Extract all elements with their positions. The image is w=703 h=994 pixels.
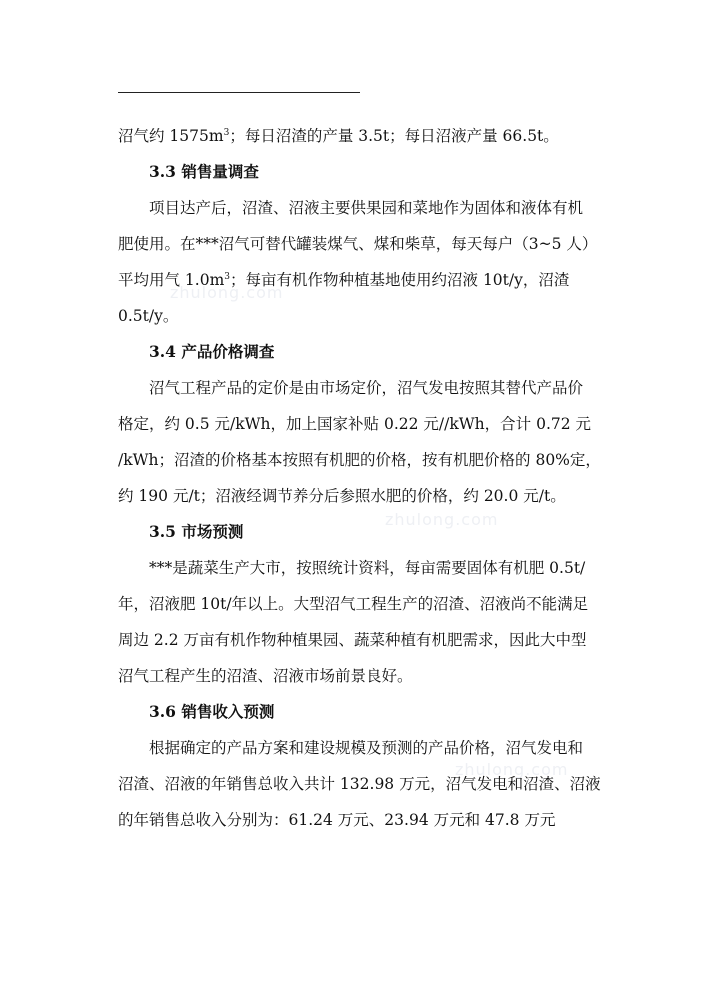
paragraph-line: 沼渣、沼液的年销售总收入共计 132.98 万元，沼气发电和沼渣、沼液 — [118, 775, 601, 793]
watermark: zhulong.com — [455, 760, 569, 779]
paragraph-line: 的年销售总收入分别为：61.24 万元、23.94 万元和 47.8 万元 — [118, 811, 556, 829]
paragraph-line: 平均用气 $1.0m^3$；每亩有机作物种植基地使用约沼液 10t/y，沼渣 — [118, 271, 570, 289]
watermark: zhulong.com — [385, 510, 499, 529]
paragraph-line: 沼气工程产品的定价是由市场定价，沼气发电按照其替代产品价 — [149, 379, 584, 397]
header-rule — [118, 92, 360, 93]
watermark: zhulong.com — [170, 283, 284, 302]
paragraph-line: 格定，约 0.5 元/kWh，加上国家补贴 0.22 元//kWh，合计 0.72 元 — [118, 415, 592, 433]
section-heading-3-6: 3.6 销售收入预测 — [149, 702, 275, 721]
paragraph-line: 周边 2.2 万亩有机作物种植果园、蔬菜种植有机肥需求，因此大中型 — [118, 631, 587, 649]
paragraph-line: 肥使用。在***沼气可替代罐装煤气、煤和柴草，每天每户（3~5 人） — [118, 235, 598, 253]
paragraph-line: 沼气工程产生的沼渣、沼液市场前景良好。 — [118, 667, 413, 685]
paragraph-line: 沼气约 $1575m^3$；每日沼渣的产量 3.5t；每日沼液产量 66.5t。 — [118, 127, 559, 145]
section-heading-3-3: 3.3 销售量调查 — [149, 162, 259, 181]
paragraph-line: ***是蔬菜生产大市，按照统计资料，每亩需要固体有机肥 0.5t/ — [149, 559, 586, 577]
paragraph-line: 项目达产后，沼渣、沼液主要供果园和菜地作为固体和液体有机 — [149, 199, 584, 217]
section-heading-3-4: 3.4 产品价格调查 — [149, 342, 275, 361]
paragraph-line: 0.5t/y。 — [118, 307, 179, 325]
document-body — [118, 118, 618, 838]
paragraph-line: 根据确定的产品方案和建设规模及预测的产品价格，沼气发电和 — [149, 739, 584, 757]
paragraph-line: /kWh；沼渣的价格基本按照有机肥的价格，按有机肥价格的 80%定， — [118, 451, 601, 469]
section-heading-3-5: 3.5 市场预测 — [149, 522, 244, 541]
paragraph-line: 约 190 元/t；沼液经调节养分后参照水肥的价格，约 20.0 元/t。 — [118, 487, 566, 505]
paragraph-line: 年，沼液肥 10t/年以上。大型沼气工程生产的沼渣、沼液尚不能满足 — [118, 595, 589, 613]
